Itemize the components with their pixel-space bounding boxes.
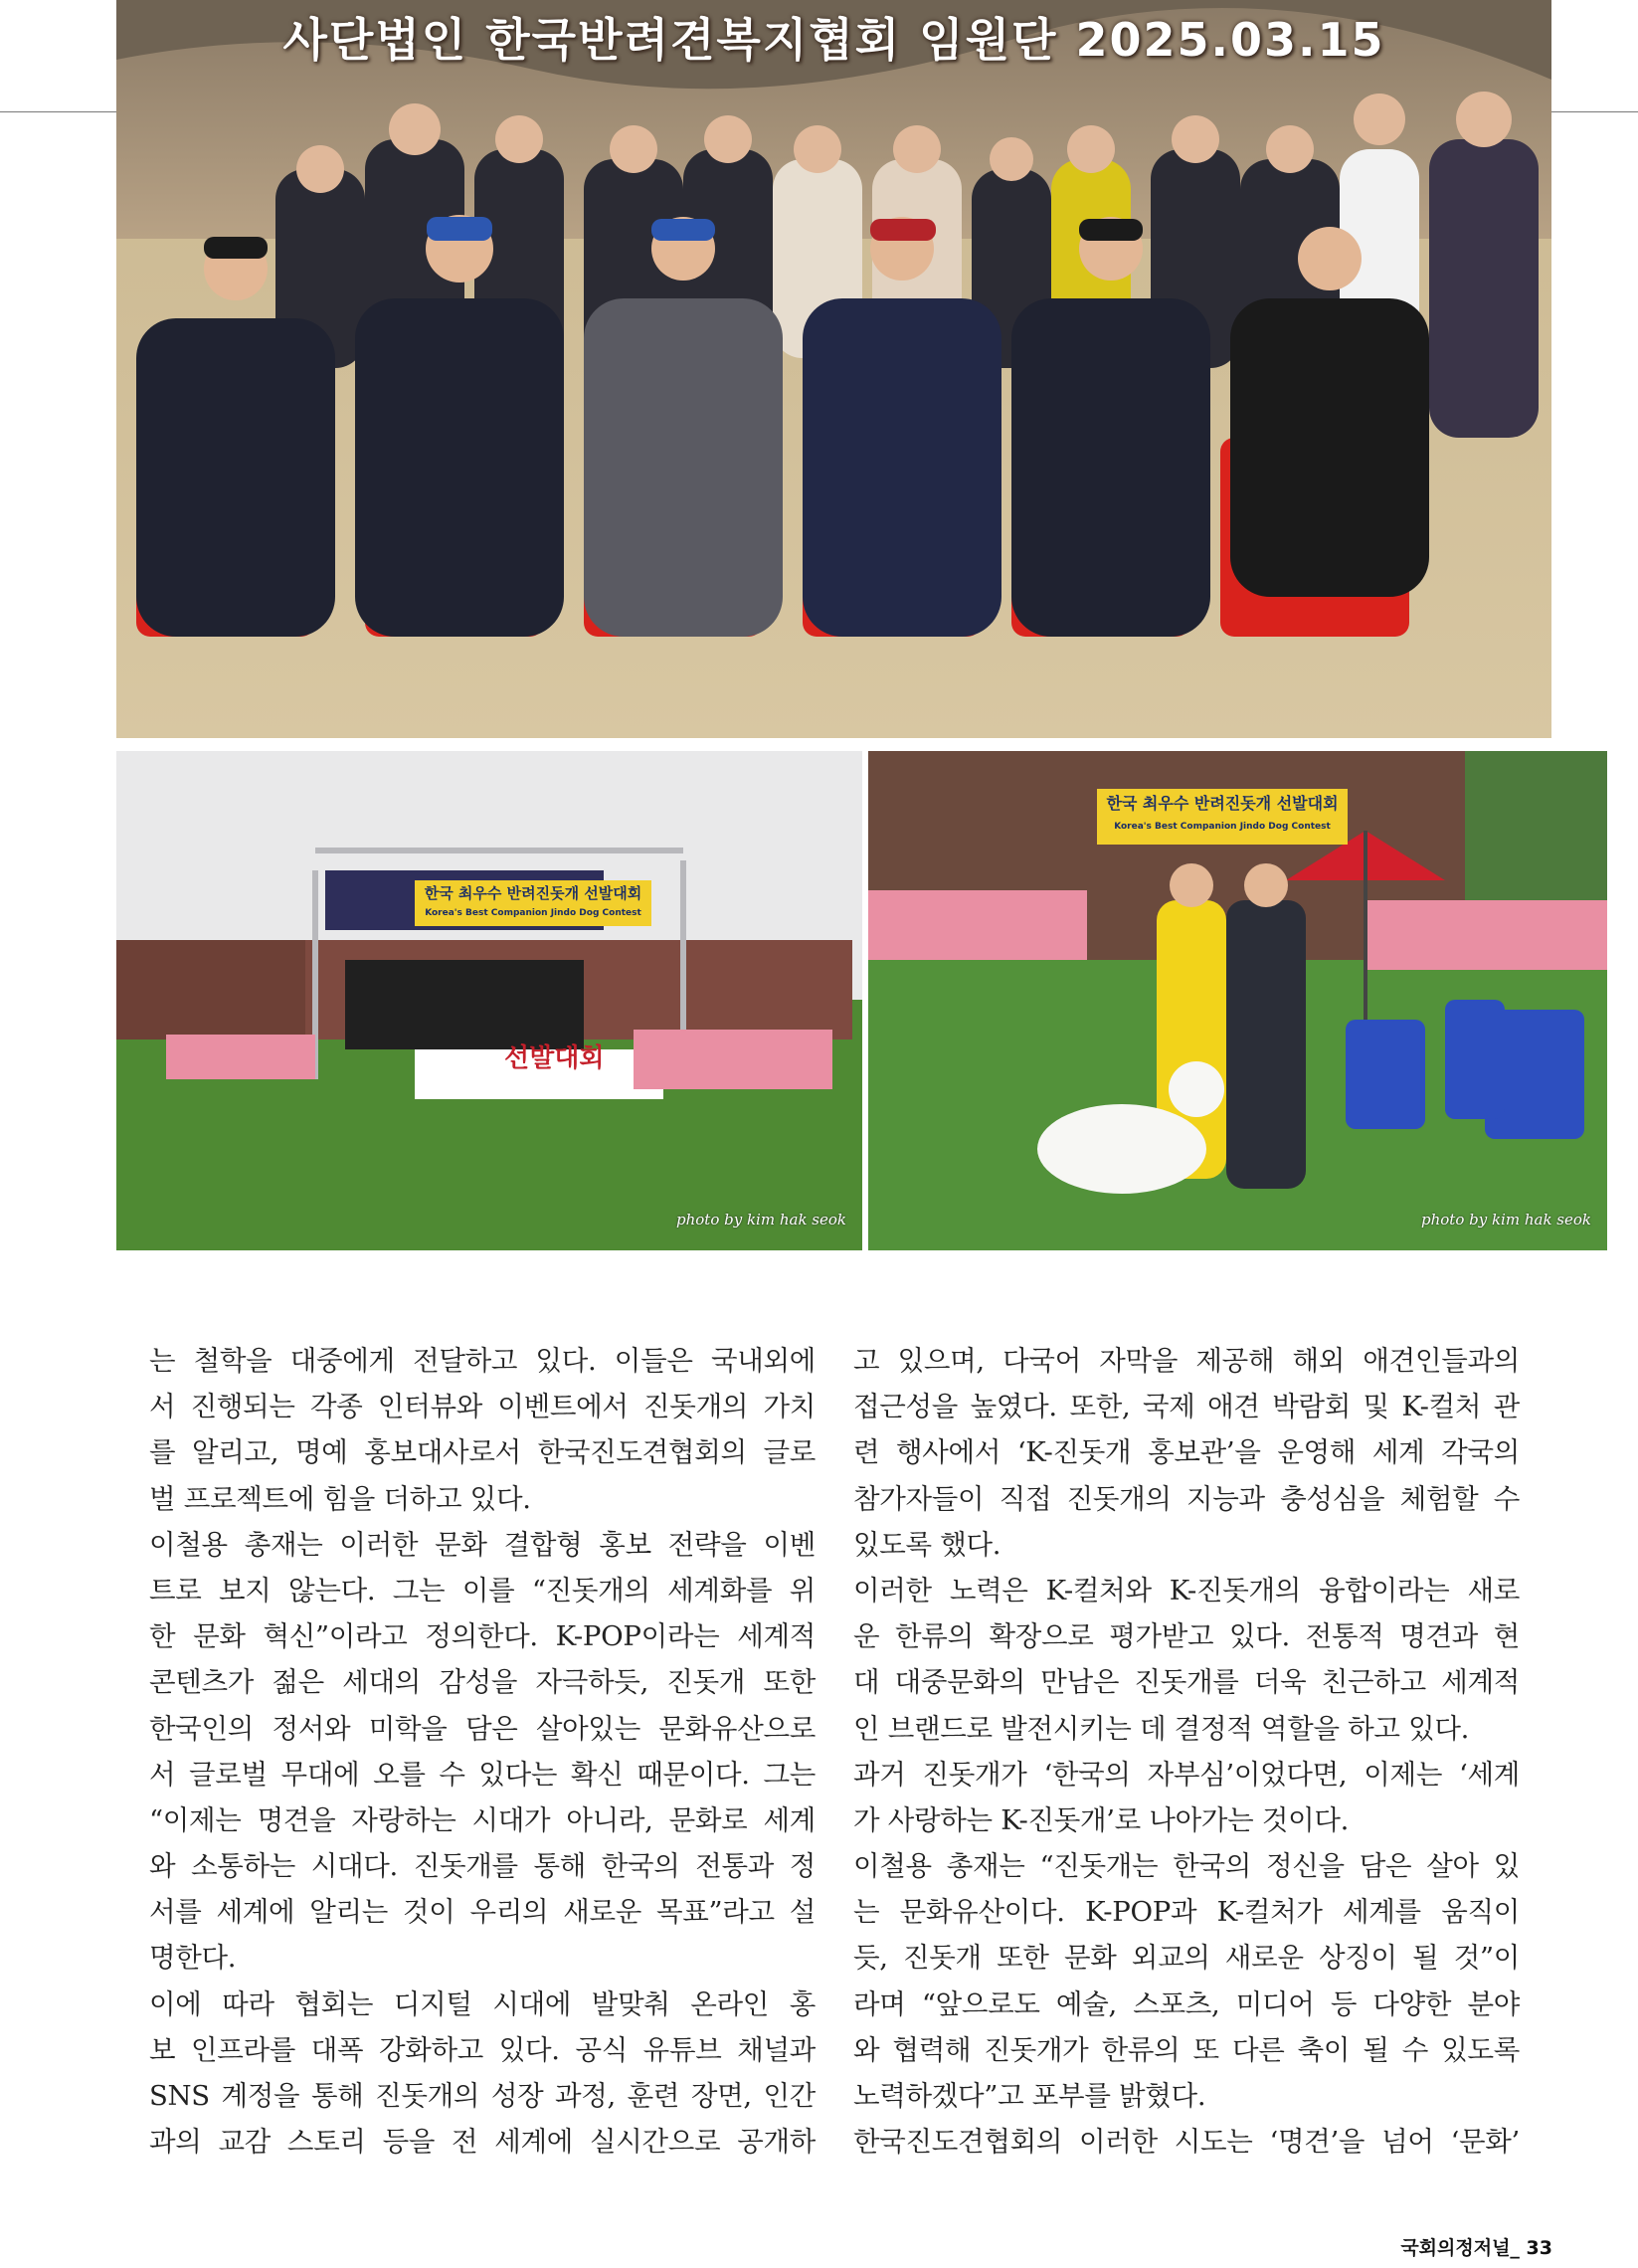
article-line: 벌 프로젝트에 힘을 더하고 있다. <box>149 1482 531 1515</box>
stage-photo-image <box>116 751 862 1250</box>
article-line: 와 협력해 진돗개가 한류의 또 다른 축이 될 수 있도록 <box>853 2033 1520 2066</box>
article-line: 한국인의 정서와 미학을 담은 살아있는 문화유산으로 <box>149 1712 816 1745</box>
article-line: 한 문화 혁신”이라고 정의한다. K-POP이라는 세계적 <box>149 1620 816 1653</box>
article-line: 과의 교감 스토리 등을 전 세계에 실시간으로 공개하 <box>149 2126 816 2159</box>
article-line: 접근성을 높였다. 또한, 국제 애견 박람회 및 K-컬처 관 <box>853 1391 1520 1423</box>
article-line: 는 문화유산이다. K-POP과 K-컬처가 세계를 움직이 <box>853 1896 1520 1929</box>
article-line: “이제는 명견을 자랑하는 시대가 아니라, 문화로 세계 <box>149 1803 816 1836</box>
article-line: 서 글로벌 무대에 오를 수 있다는 확신 때문이다. 그는 <box>149 1758 816 1791</box>
article-line: 과거 진돗개가 ‘한국의 자부심’이었다면, 이제는 ‘세계 <box>853 1758 1520 1791</box>
article-line: 라며 “앞으로도 예술, 스포츠, 미디어 등 다양한 분야 <box>853 1987 1520 2020</box>
article-line: 이에 따라 협회는 디지털 시대에 발맞춰 온라인 홍 <box>149 1987 816 2020</box>
article-line: 듯, 진돗개 또한 문화 외교의 새로운 상징이 될 것”이 <box>853 1942 1520 1975</box>
article-column-right <box>853 1338 1520 2165</box>
article-line: 인 브랜드로 발전시키는 데 결정적 역할을 하고 있다. <box>853 1712 1470 1745</box>
dog-banner <box>1097 789 1348 845</box>
article-column-left <box>149 1338 816 2165</box>
article-line: 가 사랑하는 K-진돗개’로 나아가는 것이다. <box>853 1803 1350 1836</box>
article-line: 트로 보지 않는다. 그는 이를 “진돗개의 세계화를 위 <box>149 1574 816 1606</box>
article-line: 이철용 총재는 “진돗개는 한국의 정신을 담은 살아 있 <box>853 1850 1520 1883</box>
article-line: 서 진행되는 각종 인터뷰와 이벤트에서 진돗개의 가치 <box>149 1391 816 1423</box>
group-photo <box>116 0 1551 738</box>
stage-banner <box>415 880 651 926</box>
article-line: 한국진도견협회의 이러한 시도는 ‘명견’을 넘어 ‘문화’ <box>853 2126 1520 2159</box>
article-line: 련 행사에서 ‘K-진돗개 홍보관’을 운영해 세계 각국의 <box>853 1436 1520 1469</box>
group-photo-title: 사단법인 한국반려견복지협회 임원단 2025.03.15 <box>282 13 1385 67</box>
article-line: 노력하겠다”고 포부를 밝혔다. <box>853 2080 1206 2112</box>
article-line: 운 한류의 확장으로 평가받고 있다. 전통적 명견과 현 <box>853 1620 1520 1653</box>
dog-photo-credit: photo by kim hak seok <box>1421 1211 1591 1228</box>
article-line: 는 철학을 대중에게 전달하고 있다. 이들은 국내외에 <box>149 1345 816 1377</box>
article-line: 서를 세계에 알리는 것이 우리의 새로운 목표”라고 설 <box>149 1896 816 1929</box>
stage-banner-title: 한국 최우수 반려진돗개 선발대회 <box>424 884 642 902</box>
article-line: 이철용 총재는 이러한 문화 결합형 홍보 전략을 이벤 <box>149 1528 816 1561</box>
article-line: SNS 계정을 통해 진돗개의 성장 과정, 훈련 장면, 인간 <box>149 2080 816 2112</box>
article-line: 를 알리고, 명예 홍보대사로서 한국진도견협회의 글로 <box>149 1436 816 1469</box>
article-line: 대 대중문화의 만남은 진돗개를 더욱 친근하고 세계적 <box>853 1666 1520 1699</box>
article-line: 명한다. <box>149 1942 237 1975</box>
group-photo-image <box>116 0 1551 738</box>
dog-banner-subtitle: Korea's Best Companion Jindo Dog Contest <box>1114 822 1331 832</box>
page-footer: 국회의정저널_ 33 <box>1400 2237 1552 2259</box>
article-line: 콘텐츠가 젊은 세대의 감성을 자극하듯, 진돗개 또한 <box>149 1666 816 1699</box>
stage-photo-credit: photo by kim hak seok <box>676 1211 846 1228</box>
article-line: 있도록 했다. <box>853 1528 1001 1561</box>
article-line: 이러한 노력은 K-컬처와 K-진돗개의 융합이라는 새로 <box>853 1574 1520 1606</box>
article-line: 고 있으며, 다국어 자막을 제공해 해외 애견인들과의 <box>853 1345 1520 1377</box>
stage-banner-subtitle: Korea's Best Companion Jindo Dog Contest <box>425 908 641 918</box>
dog-banner-title: 한국 최우수 반려진돗개 선발대회 <box>1106 794 1339 813</box>
article-line: 참가자들이 직접 진돗개의 지능과 충성심을 체험할 수 <box>853 1482 1520 1515</box>
header-rule-left <box>0 111 117 112</box>
stage-side-banner: 선발대회 <box>504 1043 605 1073</box>
dog-photo <box>868 751 1607 1250</box>
stage-photo <box>116 751 862 1250</box>
article-line: 보 인프라를 대폭 강화하고 있다. 공식 유튜브 채널과 <box>149 2033 816 2066</box>
header-rule-right <box>1551 111 1638 112</box>
article-line: 와 소통하는 시대다. 진돗개를 통해 한국의 전통과 정 <box>149 1850 816 1883</box>
